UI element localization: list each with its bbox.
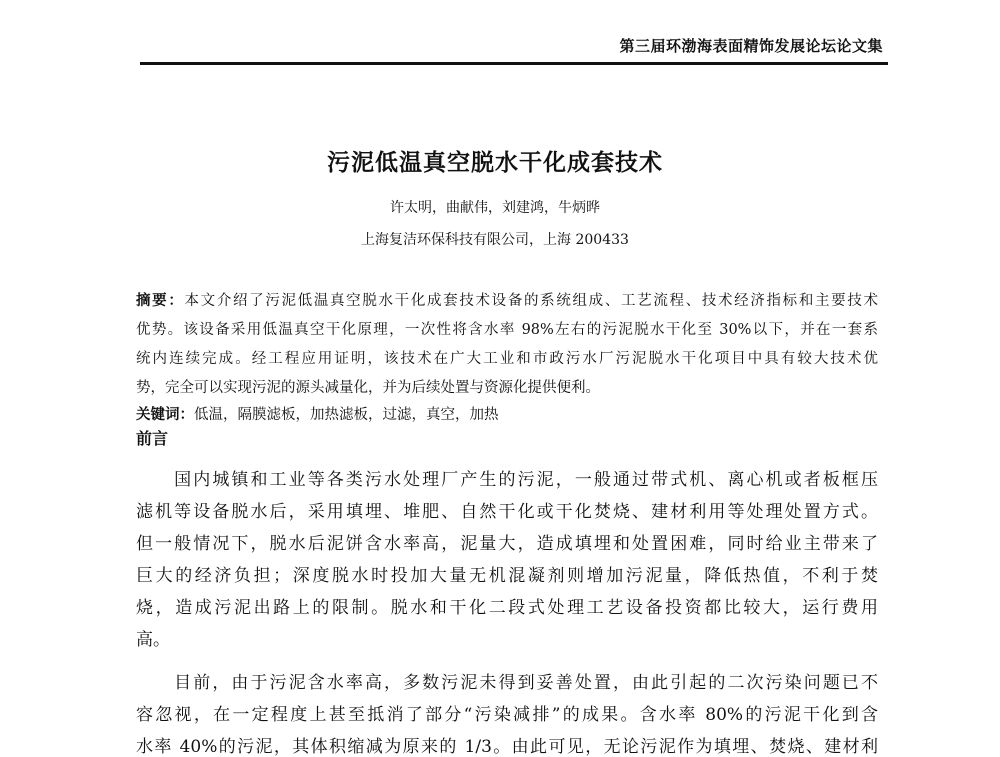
keywords-text: 低温，隔膜滤板，加热滤板，过滤，真空，加热 [194, 407, 499, 423]
body-line: 高。 [136, 630, 170, 650]
abstract-line: 势，完全可以实现污泥的源头减量化，并为后续处置与资源化提供便利。 [136, 380, 600, 396]
affiliation: 上海复洁环保科技有限公司，上海 200433 [361, 232, 629, 248]
body-line: 目前，由于污泥含水率高，多数污泥未得到妥善处置，由此引起的二次污染问题已不 [136, 673, 878, 693]
running-header: 第三届环渤海表面精饰发展论坛论文集 [619, 37, 883, 55]
abstract-line: 优势。该设备采用低温真空干化原理，一次性将含水率 98%左右的污泥脱水干化至 30%以下，并在一套系 [136, 322, 878, 338]
body-line: 容忽视，在一定程度上甚至抵消了部分“污染减排”的成果。含水率 80%的污泥干化到含 [136, 705, 878, 725]
body-line: 国内城镇和工业等各类污水处理厂产生的污泥，一般通过带式机、离心机或者板框压 [136, 470, 878, 490]
header-rule [140, 62, 888, 65]
paper-title: 污泥低温真空脱水干化成套技术 [327, 149, 663, 176]
abstract-line: 统内连续完成。经工程应用证明，该技术在广大工业和市政污水厂污泥脱水干化项目中具有较大技术优 [136, 351, 878, 367]
body-line: 烧，造成污泥出路上的限制。脱水和干化二段式处理工艺设备投资都比较大，运行费用 [136, 598, 878, 618]
body-line: 水率 40%的污泥，其体积缩减为原来的 1/3。由此可见，无论污泥作为填埋、焚烧、建材利 [136, 737, 878, 757]
body-line: 滤机等设备脱水后，采用填埋、堆肥、自然干化或干化焚烧、建材利用等处理处置方式。 [136, 502, 878, 522]
keywords-label: 关键词： [136, 406, 194, 423]
section-heading: 前言 [136, 429, 169, 448]
body-line: 巨大的经济负担；深度脱水时投加大量无机混凝剂则增加污泥量，降低热值，不利于焚 [136, 566, 878, 586]
abstract-label: 摘要： [136, 292, 185, 309]
keywords-line [136, 403, 878, 424]
authors: 许太明，曲献伟，刘建鸿，牛炳晔 [390, 200, 600, 216]
abstract-line [136, 289, 878, 310]
body-line: 但一般情况下，脱水后泥饼含水率高，泥量大，造成填埋和处置困难，同时给业主带来了 [136, 534, 878, 554]
abstract-text: 本文介绍了污泥低温真空脱水干化成套技术设备的系统组成、工艺流程、技术经济指标和主要技术 [184, 293, 878, 309]
